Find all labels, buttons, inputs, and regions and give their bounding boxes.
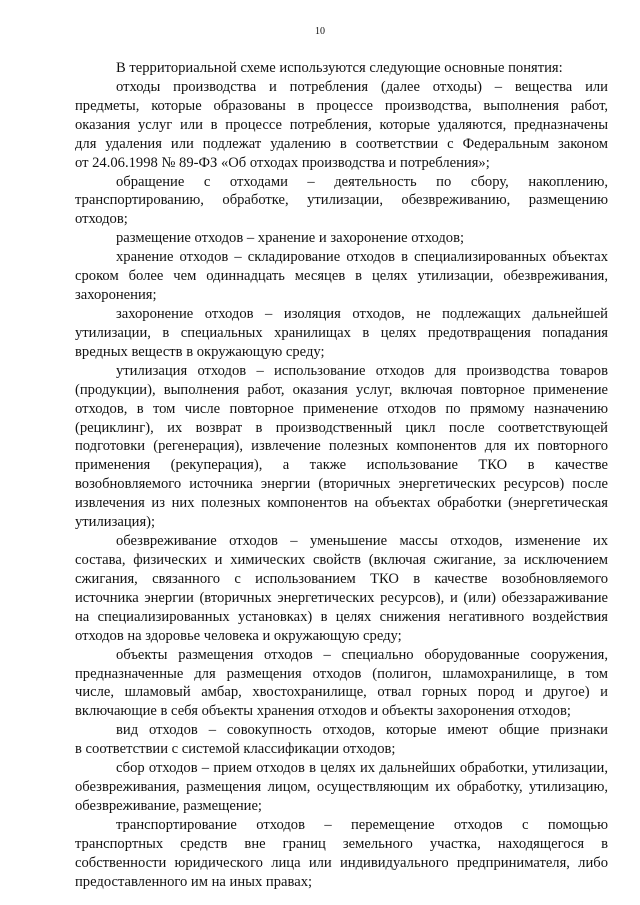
text-line: предоставленного им на иных правах; (75, 873, 313, 890)
text-line: предназначенные для размещения отходов (полигон, шламохранилище, в том (75, 665, 608, 682)
text-line: подготовки (регенерация), извлечение полезных компонентов для их повторного (75, 438, 608, 455)
text-line: предметы, которые образованы в процессе производства, выполнения работ, (75, 97, 608, 114)
text-line: собственности юридического лица или индивидуального предпринимателя, либо (75, 854, 608, 871)
text-line: возобновляемого источника энергии (вторичных энергетических ресурсов) после (75, 476, 608, 493)
text-line: захоронения; (75, 287, 157, 304)
text-line: на специализированных установках) в целях снижения негативного воздействия (75, 608, 608, 625)
text-line: объекты размещения отходов – специально оборудованные сооружения, (116, 646, 608, 663)
text-line: источника энергии (вторичных энергетических ресурсов), и (или) обеззараживание (75, 589, 608, 606)
text-line: включающие в себя объекты хранения отходов и объекты захоронения отходов; (75, 703, 571, 720)
text-line: вид отходов – совокупность отходов, которые имеют общие признаки (116, 722, 608, 739)
text-line: В территориальной схеме используются следующие основные понятия: (116, 60, 563, 76)
text-line: обезвреживания, размещения лицом, осуществляющим их обработку, утилизацию, (75, 779, 608, 796)
text-line: захоронение отходов – изоляция отходов, не подлежащих дальнейшей (116, 305, 608, 322)
text-line: размещение отходов – хранение и захоронение отходов; (116, 230, 465, 247)
text-line: утилизация отходов – использование отходов для производства товаров (116, 362, 608, 379)
text-line: оказания услуг или в процессе потребления, которые удаляются, предназначены (75, 116, 608, 133)
text-line: от 24.06.1998 № 89-ФЗ «Об отходах производства и потребления»; (75, 154, 490, 171)
text-line: числе, шламовый амбар, хвостохранилище, отвал горных пород и другое) и (75, 684, 608, 701)
text-line: применения (рекуперация), а также использование ТКО в качестве (75, 457, 608, 474)
text-line: обезвреживание отходов – уменьшение массы отходов, изменение их (116, 533, 608, 550)
text-line: для удаления или подлежат удалению в соответствии с Федеральным законом (75, 135, 608, 152)
text-line: отходов, в том числе повторное применение отходов по прямому назначению (75, 400, 608, 417)
text-line: отходов; (75, 211, 128, 228)
text-line: вредных веществ в окружающую среду; (75, 343, 325, 360)
text-line: извлечения из них полезных компонентов на объектах обработки (энергетическая (75, 495, 608, 512)
text-line: состава, физических и химических свойств (включая сжигание, за исключением (75, 551, 608, 568)
text-line: обезвреживание, размещение; (75, 797, 262, 814)
text-line: транспортирование отходов – перемещение отходов с помощью (116, 816, 608, 833)
text-line: (продукции), выполнения работ, оказания услуг, включая повторное применение (75, 381, 608, 398)
document-body (75, 59, 608, 892)
page-number: 10 (315, 26, 325, 37)
text-line: в соответствии с системой классификации отходов; (75, 741, 396, 758)
text-line: транспортированию, обработке, утилизации, обезвреживанию, размещению (75, 192, 608, 209)
text-line: сжигания, связанного с использованием ТКО в качестве возобновляемого (75, 570, 608, 587)
text-line: утилизация); (75, 514, 156, 531)
text-line: обращение с отходами – деятельность по сбору, накоплению, (116, 173, 608, 190)
text-line: (рециклинг), их возврат в производственный цикл после соответствующей (75, 419, 608, 436)
text-line: хранение отходов – складирование отходов в специализированных объектах (116, 249, 608, 266)
text-line: отходы производства и потребления (далее отходы) – вещества или (116, 78, 608, 95)
text-line: транспортных средств вне границ земельного участка, находящегося в (75, 835, 608, 852)
text-line: отходов на здоровье человека и окружающую среду; (75, 627, 402, 644)
text-line: сроком более чем одиннадцать месяцев в целях утилизации, обезвреживания, (75, 268, 608, 285)
text-line: утилизации, в специальных хранилищах в целях предотвращения попадания (75, 324, 608, 341)
text-line: сбор отходов – прием отходов в целях их дальнейших обработки, утилизации, (116, 760, 608, 777)
